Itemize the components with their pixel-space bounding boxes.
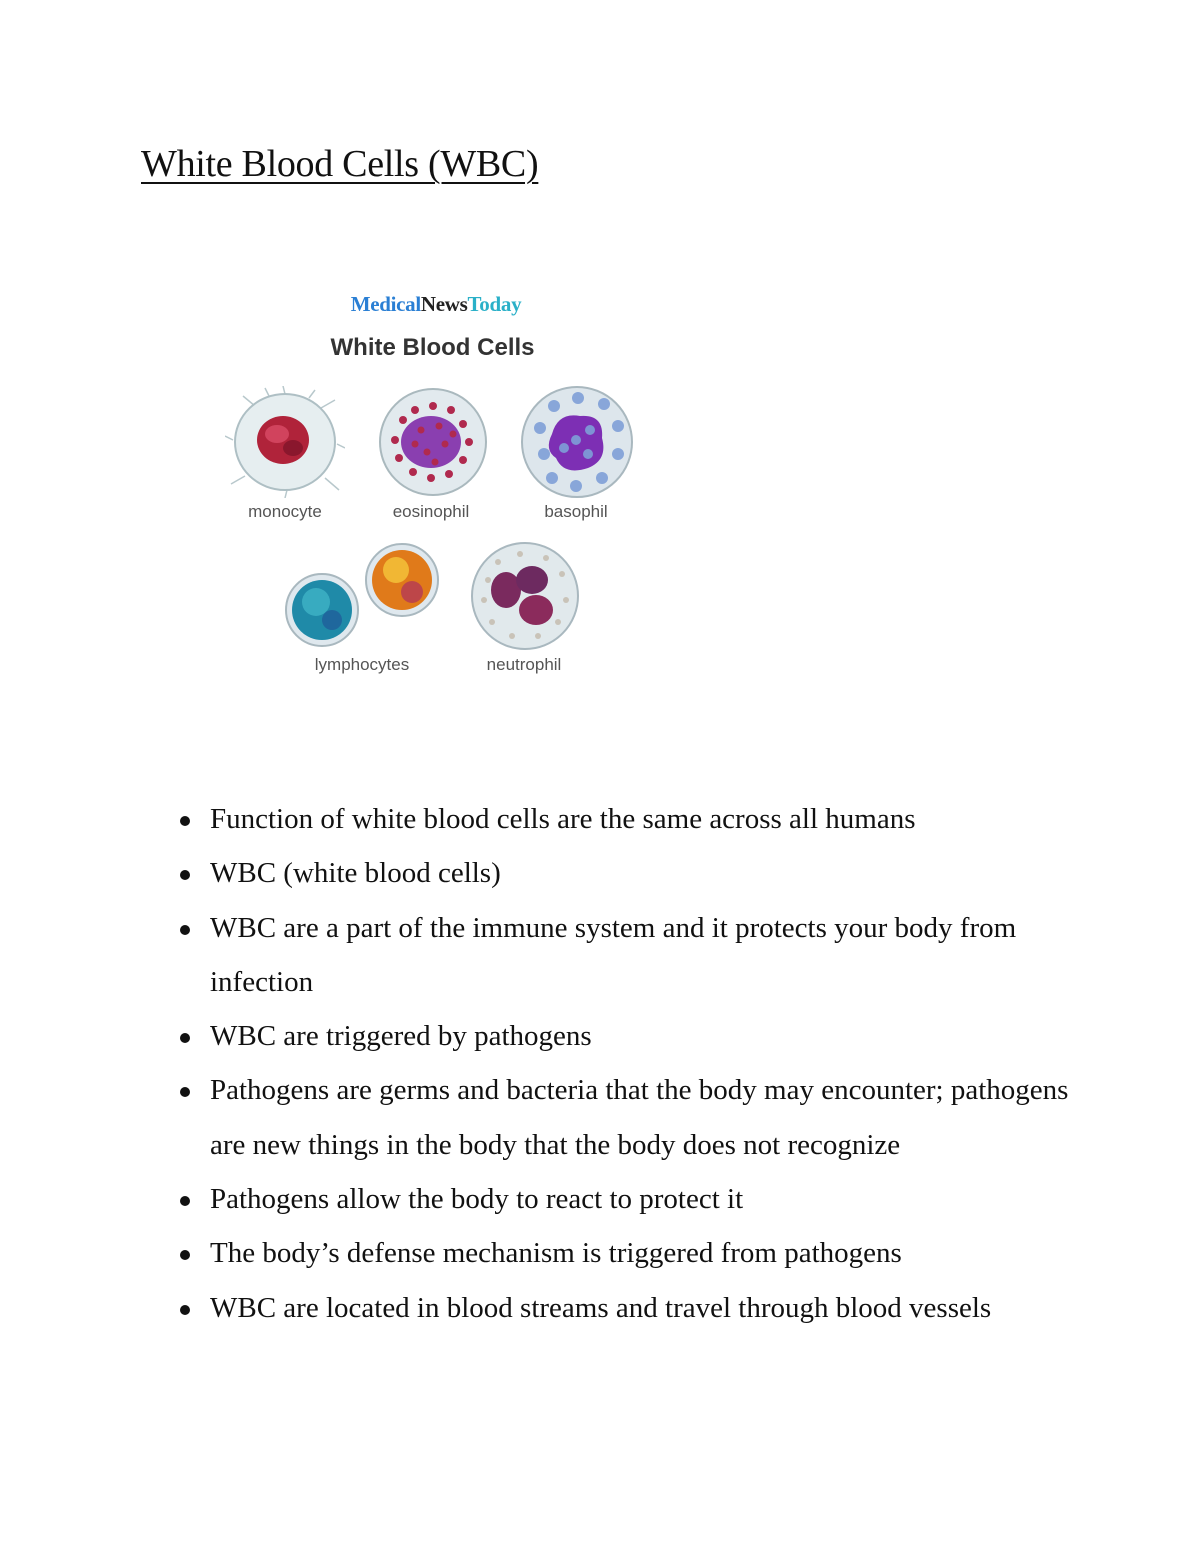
bullet-dot <box>180 1087 190 1097</box>
list-item <box>170 1226 1100 1280</box>
lymphocytes-label: lymphocytes <box>314 655 410 674</box>
bullet-dot <box>180 1250 190 1260</box>
list-item <box>170 1063 1100 1172</box>
list-item-text: Pathogens are germs and bacteria that the body may encounter; pathogens are new things in the body that the body does not recognize <box>210 1074 1069 1161</box>
white-blood-cells-figure <box>140 278 720 698</box>
list-item-text: WBC are located in blood streams and travel through blood vessels <box>210 1291 992 1324</box>
eosinophil-image <box>375 386 491 498</box>
list-item <box>170 901 1100 1010</box>
list-item-text: WBC are a part of the immune system and it protects your body from infection <box>210 911 1017 998</box>
list-item-text: Pathogens allow the body to react to protect it <box>210 1183 744 1216</box>
page-title: White Blood Cells (WBC) <box>141 143 539 185</box>
notes-list <box>170 792 1100 1335</box>
list-item-text: WBC (white blood cells) <box>210 857 501 890</box>
bullet-dot <box>180 925 190 935</box>
brand-medical: Medical <box>350 292 421 316</box>
list-item <box>170 846 1100 900</box>
bullet-dot <box>180 1305 190 1315</box>
brand-news: News <box>420 292 468 316</box>
list-item-text: WBC are triggered by pathogens <box>210 1020 592 1053</box>
bullet-dot <box>180 1033 190 1043</box>
list-item-text: The body’s defense mechanism is triggered from pathogens <box>210 1237 902 1270</box>
bullet-dot <box>180 1196 190 1206</box>
list-item-text: Function of white blood cells are the same across all humans <box>210 803 916 835</box>
list-item <box>170 1281 1100 1335</box>
monocyte-image <box>225 386 345 498</box>
monocyte-label: monocyte <box>248 502 322 521</box>
basophil-image <box>518 384 636 500</box>
figure-title: White Blood Cells <box>330 334 535 361</box>
neutrophil-label: neutrophil <box>486 655 562 674</box>
bullet-dot <box>180 870 190 880</box>
list-item <box>170 1172 1100 1226</box>
neutrophil-image <box>468 540 582 652</box>
lymphocytes-image <box>280 540 450 650</box>
basophil-label: basophil <box>544 502 608 521</box>
brand-today: Today <box>467 292 522 316</box>
list-item <box>170 792 1100 846</box>
list-item <box>170 1009 1100 1063</box>
bullet-dot <box>180 816 190 826</box>
medical-news-today-logo <box>336 292 536 317</box>
eosinophil-label: eosinophil <box>392 502 470 521</box>
